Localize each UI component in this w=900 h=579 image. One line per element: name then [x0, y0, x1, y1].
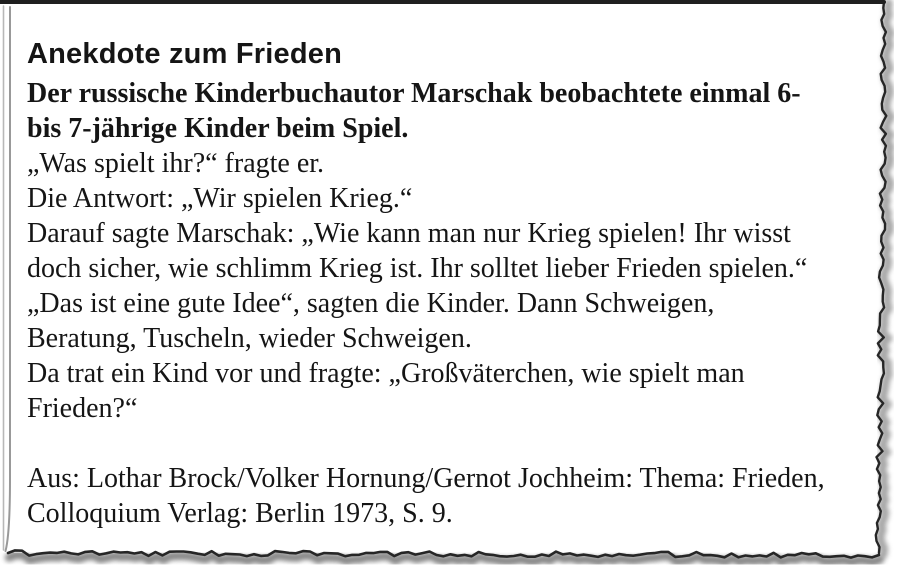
text-line: „Was spielt ihr?“ fragte er. [27, 148, 325, 179]
source-line: Aus: Lothar Brock/Volker Hornung/Gernot Jochheim: Thema: Frieden, [27, 463, 825, 494]
text-line: Da trat ein Kind vor und fragte: „Großväterchen, wie spielt man [27, 358, 745, 389]
text-line: doch sicher, wie schlimm Krieg ist. Ihr solltet lieber Frieden spielen.“ [27, 253, 808, 284]
source-citation [27, 461, 872, 531]
text-line: Darauf sagte Marschak: „Wie kann man nur Krieg spielen! Ihr wisst [27, 218, 791, 249]
lead-line: bis 7-jährige Kinder beim Spiel. [27, 113, 409, 144]
lead-paragraph [27, 76, 872, 146]
page-title: Anekdote zum Frieden [27, 38, 342, 70]
source-line: Colloquium Verlag: Berlin 1973, S. 9. [27, 498, 453, 529]
text-line: Frieden?“ [27, 393, 138, 424]
text-line: „Das ist eine gute Idee“, sagten die Kinder. Dann Schweigen, [27, 288, 715, 319]
anecdote-body [27, 146, 872, 426]
text-line: Beratung, Tuscheln, wieder Schweigen. [27, 323, 472, 354]
text-line: Die Antwort: „Wir spielen Krieg.“ [27, 183, 413, 214]
blank-line [27, 426, 872, 461]
page-content [27, 36, 872, 531]
lead-line: Der russische Kinderbuchautor Marschak beobachtete einmal 6- [27, 78, 801, 109]
